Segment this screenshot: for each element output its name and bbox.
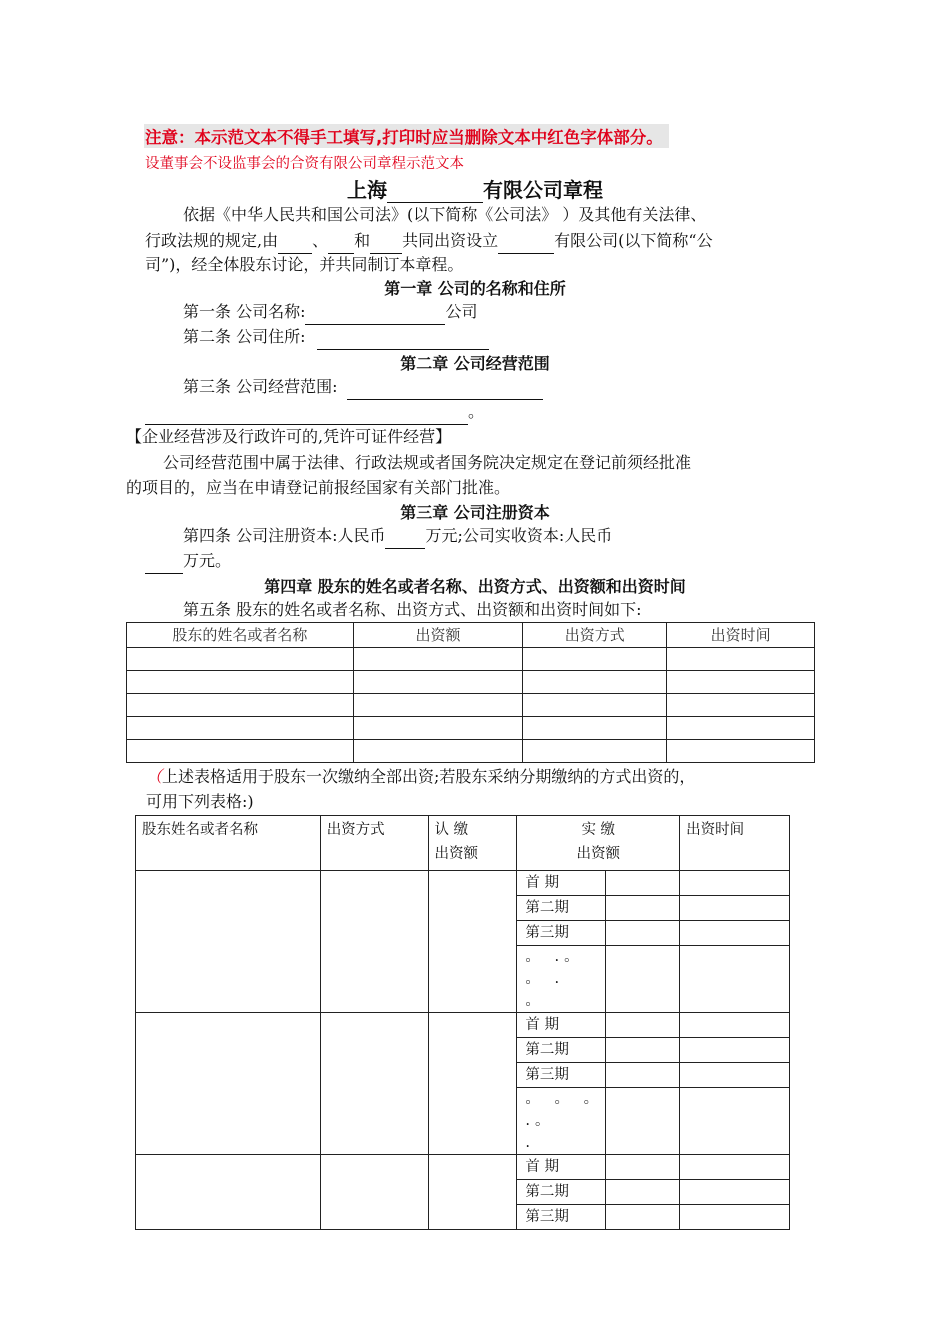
period-label: 第二期 bbox=[517, 896, 606, 921]
scope-paragraph-line1: 公司经营范围中属于法律、行政法规或者国务院决定规定在登记前须经批准 bbox=[163, 453, 692, 472]
amount-cell[interactable] bbox=[606, 1155, 680, 1180]
time-cell[interactable] bbox=[680, 1180, 790, 1205]
company-address-field[interactable] bbox=[317, 332, 489, 350]
article3 bbox=[183, 374, 543, 400]
header-line: 实 缴 bbox=[581, 822, 616, 838]
table-cell[interactable] bbox=[667, 694, 815, 717]
period-label: 第三期 bbox=[517, 1205, 606, 1230]
chapter2-heading: 第二章 公司经营范围 bbox=[400, 354, 550, 373]
table-header bbox=[428, 816, 517, 871]
table-cell[interactable] bbox=[127, 648, 354, 671]
amount-cell[interactable] bbox=[606, 1038, 680, 1063]
table-cell[interactable] bbox=[523, 717, 667, 740]
chapter3-heading: 第三章 公司注册资本 bbox=[400, 503, 550, 522]
amount-cell[interactable] bbox=[606, 896, 680, 921]
table-cell[interactable] bbox=[523, 740, 667, 763]
table-row bbox=[127, 648, 815, 671]
table-row bbox=[127, 694, 815, 717]
preamble-text: 和 bbox=[354, 231, 371, 250]
time-cell[interactable] bbox=[680, 1013, 790, 1038]
shareholder-cell[interactable] bbox=[136, 871, 321, 1013]
paid-capital-field[interactable] bbox=[145, 556, 183, 574]
table-cell[interactable] bbox=[127, 694, 354, 717]
dots-line: 。 。 。 .。 bbox=[525, 1091, 604, 1129]
preamble-line2 bbox=[145, 228, 713, 254]
table-header: 出资时间 bbox=[667, 623, 815, 648]
article4 bbox=[183, 523, 612, 549]
table-row bbox=[136, 1013, 790, 1038]
business-scope-field-2[interactable] bbox=[145, 407, 468, 425]
amount-cell[interactable] bbox=[606, 1088, 680, 1155]
article1-label: 第一条 公司名称: bbox=[183, 302, 306, 321]
amount-cell[interactable] bbox=[606, 1063, 680, 1088]
time-cell[interactable] bbox=[680, 921, 790, 946]
method-cell[interactable] bbox=[320, 871, 428, 1013]
table-row bbox=[127, 740, 815, 763]
amount-cell[interactable] bbox=[606, 921, 680, 946]
title-prefix: 上海 bbox=[347, 178, 387, 202]
table-cell[interactable] bbox=[353, 671, 523, 694]
time-cell[interactable] bbox=[680, 871, 790, 896]
table-cell[interactable] bbox=[667, 671, 815, 694]
template-subtitle: 设董事会不设监事会的合资有限公司章程示范文本 bbox=[145, 156, 464, 172]
amount-cell[interactable] bbox=[606, 1180, 680, 1205]
table-header: 出资时间 bbox=[680, 816, 790, 871]
company-name-blank[interactable] bbox=[387, 181, 483, 203]
continuation-dots bbox=[517, 1088, 606, 1155]
table-cell[interactable] bbox=[667, 717, 815, 740]
header-line: 出资额 bbox=[434, 846, 479, 862]
table-row bbox=[127, 671, 815, 694]
preamble-text: 共同出资设立 bbox=[402, 231, 499, 250]
time-cell[interactable] bbox=[680, 1205, 790, 1230]
shareholder-cell[interactable] bbox=[136, 1013, 321, 1155]
header-line: 出资额 bbox=[576, 846, 620, 862]
amount-cell[interactable] bbox=[606, 946, 680, 1013]
time-cell[interactable] bbox=[680, 1038, 790, 1063]
title-suffix: 有限公司章程 bbox=[483, 178, 603, 202]
print-notice: 注意：本示范文本不得手工填写,打印时应当删除文本中红色字体部分。 bbox=[144, 124, 669, 148]
preamble-text: 有限公司(以下简称“公 bbox=[554, 231, 713, 250]
article1-suffix: 公司 bbox=[445, 302, 478, 321]
table-cell[interactable] bbox=[127, 717, 354, 740]
chapter1-heading: 第一章 公司的名称和住所 bbox=[384, 279, 566, 298]
note-text: 上述表格适用于股东一次缴纳全部出资;若股东采纳分期缴纳的方式出资的， bbox=[162, 767, 696, 786]
table-cell[interactable] bbox=[127, 671, 354, 694]
article5: 第五条 股东的姓名或者名称、出资方式、出资额和出资时间如下: bbox=[183, 600, 642, 619]
article3-label: 第三条 公司经营范围: bbox=[183, 377, 338, 396]
method-cell[interactable] bbox=[320, 1013, 428, 1155]
table-cell[interactable] bbox=[667, 740, 815, 763]
table-cell[interactable] bbox=[523, 671, 667, 694]
period-label: 首 期 bbox=[517, 1155, 606, 1180]
header-line: 认 缴 bbox=[434, 822, 469, 838]
amount-cell[interactable] bbox=[606, 1205, 680, 1230]
amount-cell[interactable] bbox=[606, 1013, 680, 1038]
time-cell[interactable] bbox=[680, 946, 790, 1013]
table-header: 出资额 bbox=[353, 623, 523, 648]
table-header: 股东姓名或者名称 bbox=[136, 816, 321, 871]
shareholder-cell[interactable] bbox=[136, 1155, 321, 1230]
table-cell[interactable] bbox=[353, 740, 523, 763]
continuation-dots bbox=[517, 946, 606, 1013]
table-header: 出资方式 bbox=[523, 623, 667, 648]
article1 bbox=[183, 299, 478, 325]
table-cell[interactable] bbox=[523, 694, 667, 717]
time-cell[interactable] bbox=[680, 1155, 790, 1180]
preamble-line1: 依据《中华人民共和国公司法》(以下简称《公司法》 ）及其他有关法律、 bbox=[183, 205, 707, 224]
installment-note-line2: 可用下列表格:) bbox=[146, 792, 254, 811]
company-name-field[interactable] bbox=[305, 307, 445, 325]
time-cell[interactable] bbox=[680, 896, 790, 921]
period-label: 第三期 bbox=[517, 1063, 606, 1088]
table-cell[interactable] bbox=[353, 694, 523, 717]
preamble-text: 、 bbox=[312, 231, 329, 250]
period-label: 首 期 bbox=[517, 1013, 606, 1038]
business-scope-field[interactable] bbox=[347, 382, 543, 400]
table-row bbox=[127, 717, 815, 740]
article2-label: 第二条 公司住所: bbox=[183, 327, 306, 346]
article4-text: 万元;公司实收资本:人民币 bbox=[425, 526, 613, 545]
dots-line: 。 bbox=[525, 993, 545, 1009]
time-cell[interactable] bbox=[680, 1063, 790, 1088]
table-cell[interactable] bbox=[353, 648, 523, 671]
period-label: 第二期 bbox=[517, 1038, 606, 1063]
article4-text: 第四条 公司注册资本:人民币 bbox=[183, 526, 386, 545]
method-cell[interactable] bbox=[320, 1155, 428, 1230]
license-note: 【企业经营涉及行政许可的,凭许可证件经营】 bbox=[126, 427, 452, 446]
revision-mark: （ bbox=[146, 767, 163, 786]
preamble-text: 行政法规的规定,由 bbox=[145, 231, 279, 250]
table-header: 股东的姓名或者名称 bbox=[127, 623, 354, 648]
document-title bbox=[0, 174, 950, 203]
installment-table bbox=[135, 815, 790, 1230]
period-label: 第二期 bbox=[517, 1180, 606, 1205]
amount-cell[interactable] bbox=[606, 871, 680, 896]
preamble-line3: 司”)，经全体股东讨论，并共同制订本章程。 bbox=[145, 255, 464, 274]
scope-paragraph-line2: 的项目的，应当在申请登记前报经国家有关部门批准。 bbox=[126, 478, 511, 497]
table-cell[interactable] bbox=[523, 648, 667, 671]
subscribed-cell[interactable] bbox=[428, 1155, 517, 1230]
time-cell[interactable] bbox=[680, 1088, 790, 1155]
dots-line: . bbox=[525, 1135, 535, 1151]
scope-end: 。 bbox=[468, 402, 485, 421]
article4-text: 万元。 bbox=[183, 551, 232, 570]
article2 bbox=[183, 324, 489, 350]
table-row bbox=[136, 1155, 790, 1180]
installment-note-line1 bbox=[146, 764, 695, 790]
table-row bbox=[136, 871, 790, 896]
article4-line2 bbox=[145, 548, 231, 574]
subscribed-cell[interactable] bbox=[428, 1013, 517, 1155]
dots-line: 。 .。 。 . bbox=[525, 949, 584, 987]
period-label: 首 期 bbox=[517, 871, 606, 896]
shareholder-table bbox=[126, 622, 815, 763]
table-cell[interactable] bbox=[127, 740, 354, 763]
company-blank[interactable] bbox=[498, 236, 554, 254]
registered-capital-field[interactable] bbox=[385, 531, 425, 549]
subscribed-cell[interactable] bbox=[428, 871, 517, 1013]
table-header bbox=[517, 816, 680, 871]
chapter4-heading: 第四章 股东的姓名或者名称、出资方式、出资额和出资时间 bbox=[264, 577, 686, 596]
table-cell[interactable] bbox=[353, 717, 523, 740]
table-header: 出资方式 bbox=[320, 816, 428, 871]
period-label: 第三期 bbox=[517, 921, 606, 946]
table-cell[interactable] bbox=[667, 648, 815, 671]
business-scope-line2 bbox=[145, 399, 484, 425]
